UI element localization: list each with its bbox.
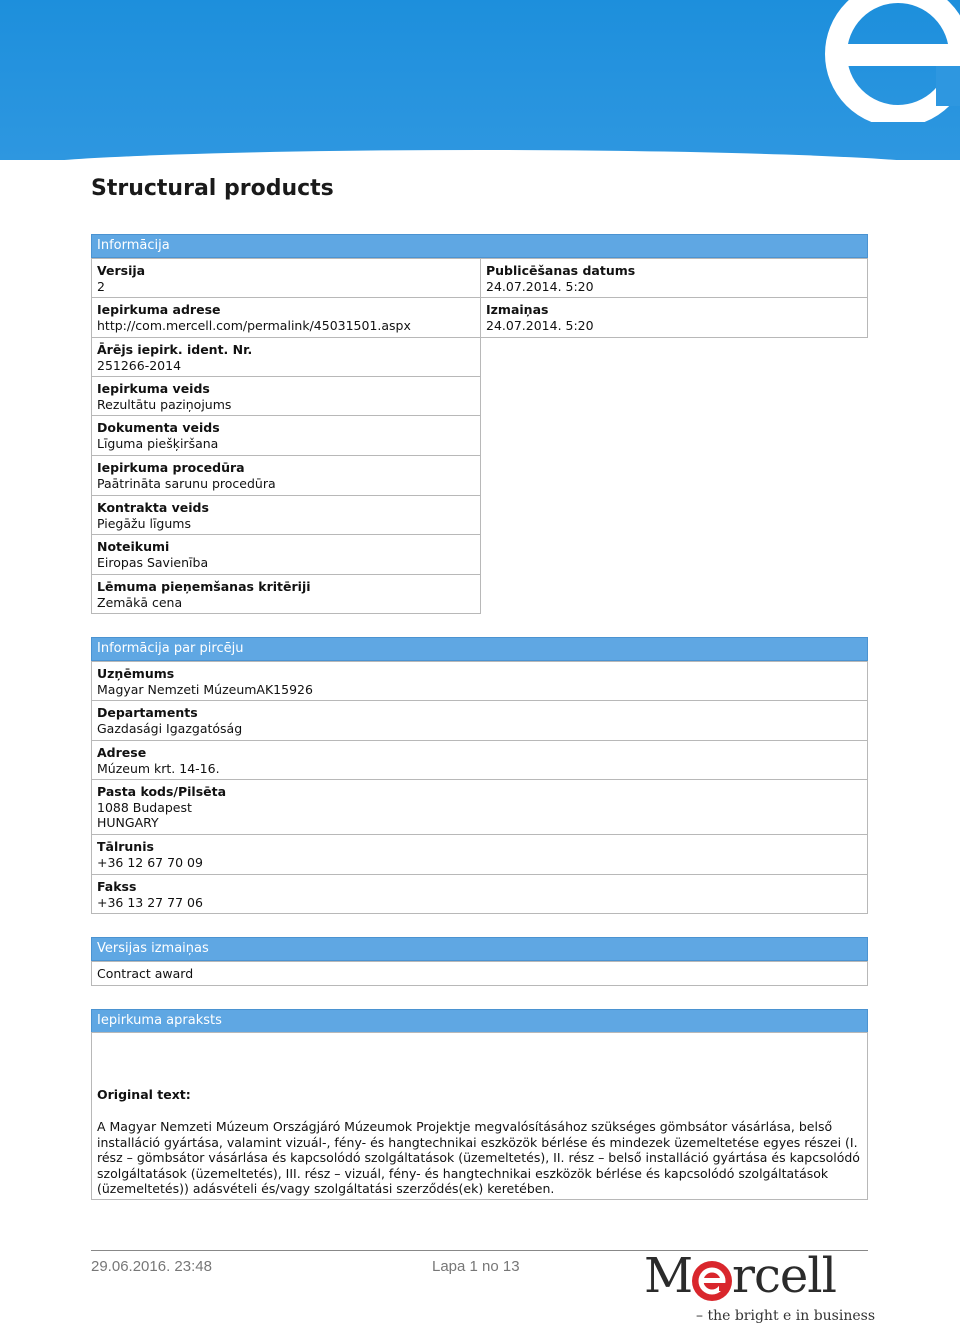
buyer-section-header: Informācija par pircēju	[91, 637, 868, 661]
field-label: Kontrakta veids	[97, 500, 209, 515]
field-value: Līguma piešķiršana	[97, 435, 219, 451]
field-company	[91, 661, 868, 701]
field-version	[91, 258, 481, 298]
field-value: Eiropas Savienība	[97, 554, 209, 570]
field-phone	[91, 834, 868, 875]
field-value: 251266-2014	[97, 357, 182, 373]
field-label: Tālrunis	[97, 839, 154, 854]
field-value: +36 12 67 70 09	[97, 854, 203, 870]
mercell-red-e-icon	[691, 1260, 733, 1302]
footer-page-number: Lapa 1 no 13	[432, 1258, 520, 1275]
field-value: Contract award	[97, 966, 194, 981]
field-department	[91, 700, 868, 741]
description-box	[91, 1032, 868, 1200]
description-section-header: Iepirkuma apraksts	[91, 1009, 868, 1033]
field-label: Departaments	[97, 705, 198, 720]
field-label: Noteikumi	[97, 539, 170, 554]
field-fax	[91, 874, 868, 914]
field-value: Zemākā cena	[97, 594, 183, 610]
logo-text-rest: rcell	[732, 1248, 836, 1304]
field-procurement-address	[91, 297, 481, 338]
field-label: Publicēšanas datums	[486, 263, 636, 278]
field-label: Adrese	[97, 745, 147, 760]
field-label: Dokumenta veids	[97, 420, 220, 435]
header-banner	[0, 0, 960, 160]
mercell-e-logo-icon	[818, 0, 960, 122]
field-value: Piegāžu līgums	[97, 515, 191, 531]
procurement-link[interactable]: http://com.mercell.com/permalink/45031501.aspx	[97, 317, 411, 333]
field-value: 24.07.2014. 5:20	[486, 278, 594, 294]
field-label: Uzņēmums	[97, 666, 175, 681]
field-label: Pasta kods/Pilsēta	[97, 784, 227, 799]
field-label: Izmaiņas	[486, 302, 549, 317]
field-label: Fakss	[97, 879, 137, 894]
field-label: Iepirkuma adrese	[97, 302, 221, 317]
field-postal-city	[91, 779, 868, 835]
field-label: Lēmuma pieņemšanas kritēriji	[97, 579, 311, 594]
field-value: Múzeum krt. 14-16.	[97, 760, 220, 776]
version-section-header: Versijas izmaiņas	[91, 937, 868, 961]
field-procedure	[91, 455, 481, 496]
field-label: Iepirkuma veids	[97, 381, 210, 396]
field-procurement-type	[91, 376, 481, 416]
field-label: Iepirkuma procedūra	[97, 460, 245, 475]
field-external-id	[91, 337, 481, 377]
mercell-logo	[644, 1248, 876, 1329]
field-value: Paātrināta sarunu procedūra	[97, 475, 276, 491]
footer-timestamp: 29.06.2016. 23:48	[91, 1258, 212, 1275]
field-award-criteria	[91, 574, 481, 614]
field-value: 24.07.2014. 5:20	[486, 317, 594, 333]
field-value: Magyar Nemzeti MúzeumAK15926	[97, 681, 313, 697]
field-label: Versija	[97, 263, 146, 278]
field-value: 1088 Budapest	[97, 799, 192, 815]
logo-tagline: – the bright e in business	[696, 1308, 876, 1324]
description-heading: Original text:	[97, 1087, 191, 1102]
description-text: A Magyar Nemzeti Múzeum Országjáró Múzeumok Projektje megvalósításához szükséges gömbsátor vásárlása, belső installáció gyártása, valamint vizuál-, fény- és hangtechnikai eszközök bérlése és mindezek üzemeltetése egyes részei (I. rész – gömbsátor vásárlása és kapcsolódó szolgáltatások (üzemeltetés), II. rész – belső installáció gyártása és kapcsolódó szolgáltatások (üzemeltetés), III. rész – vizuál, fény- és hangtechnikai eszközök bérlése és kapcsolódó szolgáltatások (üzemeltetés)) adásvételi és/vagy szolgáltatási szerződés(ek) keretében.	[97, 1119, 860, 1196]
field-value: Rezultātu paziņojums	[97, 396, 232, 412]
field-label: Ārējs iepirk. ident. Nr.	[97, 342, 253, 357]
version-changes-value	[91, 961, 868, 986]
field-document-type	[91, 415, 481, 456]
field-value: 2	[97, 278, 105, 294]
logo-text-m: M	[644, 1248, 693, 1304]
field-changes	[480, 297, 868, 338]
field-address	[91, 740, 868, 780]
page-title: Structural products	[91, 176, 334, 201]
field-value: +36 13 27 77 06	[97, 894, 203, 910]
field-contract-type	[91, 495, 481, 535]
info-section-header: Informācija	[91, 234, 868, 258]
field-value: Gazdasági Igazgatóság	[97, 720, 243, 736]
field-country: HUNGARY	[97, 815, 159, 830]
field-publication-date	[480, 258, 868, 298]
field-regulations	[91, 534, 481, 575]
